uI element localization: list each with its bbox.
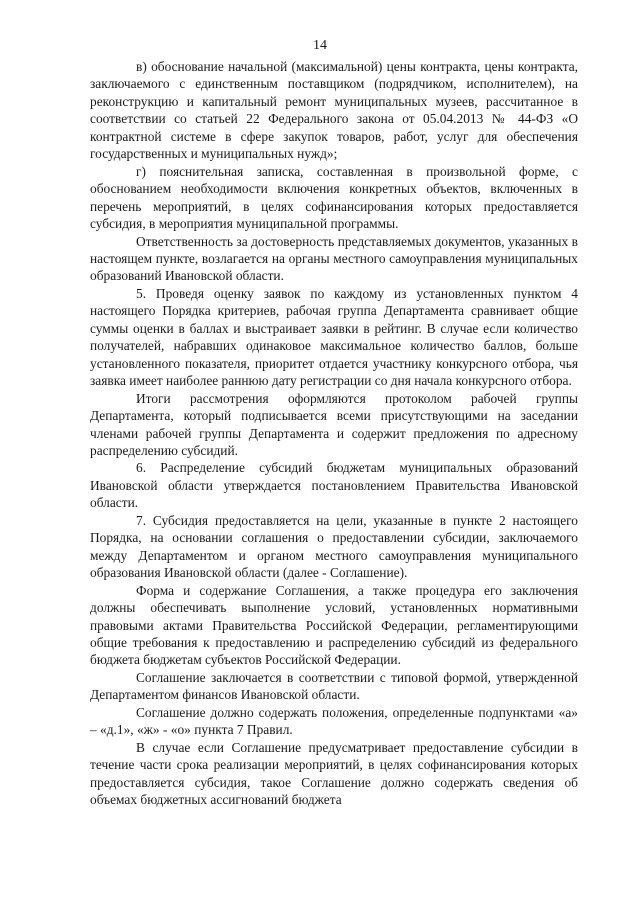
document-body <box>90 58 578 808</box>
paragraph-agreement-partial: В случае если Соглашение предусматривает предоставление субсидии в течение части срока реализации мероприятий, в целях софинансирования которых предоставляется субсидия, такое Соглашение должно содержать сведения об объемах бюджетных ассигнований бюджета <box>90 739 578 808</box>
paragraph-results: Итоги рассмотрения оформляются протоколом рабочей группы Департамента, который подписывается всеми присутствующими на заседании членами рабочей группы Департамента и содержит предложения по адресному распределению субсидий. <box>90 390 578 458</box>
paragraph-responsibility: Ответственность за достоверность представляемых документов, указанных в настоящем пункте, возлагается на органы местного самоуправления муниципальных образований Ивановской области. <box>90 233 578 284</box>
paragraph-item-v: в) обоснование начальной (максимальной) цены контракта, цены контракта, заключаемого с единственным поставщиком (подрядчиком, исполнителем), на реконструкцию и капитальный ремонт муниципальных музеев, рассчитанное в соответствии со статьей 22 Федерального закона от 05.04.2013 № 44-ФЗ «О контрактной системе в сфере закупок товаров, работ, услуг для обеспечения государственных и муниципальных нужд»; <box>90 59 578 162</box>
paragraph-agreement-form: Форма и содержание Соглашения, а также процедура его заключения должны обеспечивать выполнение условий, установленных нормативными правовыми актами Правительства Российской Федерации, регламентирующими общие требования к предоставлению и распределению субсидий из федерального бюджета бюджетам субъектов Российской Федерации. <box>90 582 578 668</box>
page-number: 14 <box>313 38 327 53</box>
paragraph-agreement-content: Соглашение должно содержать положения, определенные подпунктами «а» – «д.1», «ж» - «о» пункта 7 Правил. <box>90 704 578 738</box>
paragraph-7: 7. Субсидия предоставляется на цели, указанные в пункте 2 настоящего Порядка, на основании соглашения о предоставлении субсидии, заключаемого между Департаментом и органом местного самоуправления муниципального образования Ивановской области (далее - Соглашение). <box>90 512 578 581</box>
paragraph-5: 5. Проведя оценку заявок по каждому из установленных пунктом 4 настоящего Порядка критериев, рабочая группа Департамента сравнивает общие суммы оценки в баллах и выстраивает заявки в рейтинг. В случае если количество получателей, набравших одинаковое максимальное количество баллов, больше установленного показателя, приоритет отдается участнику конкурсного отбора, чья заявка имеет наиболее раннюю дату регистрации со дня начала конкурсного отбора. <box>90 285 578 389</box>
paragraph-6: 6. Распределение субсидий бюджетам муниципальных образований Ивановской области утверждается постановлением Правительства Ивановской области. <box>90 460 578 511</box>
paragraph-agreement-typical: Соглашение заключается в соответствии с типовой формой, утвержденной Департаментом финансов Ивановской области. <box>90 669 578 703</box>
paragraph-item-g: г) пояснительная записка, составленная в произвольной форме, с обоснованием необходимости включения конкретных объектов, включенных в перечень мероприятий, в целях софинансирования которых предоставляется субсидия, в мероприятия муниципальной программы. <box>90 163 578 232</box>
